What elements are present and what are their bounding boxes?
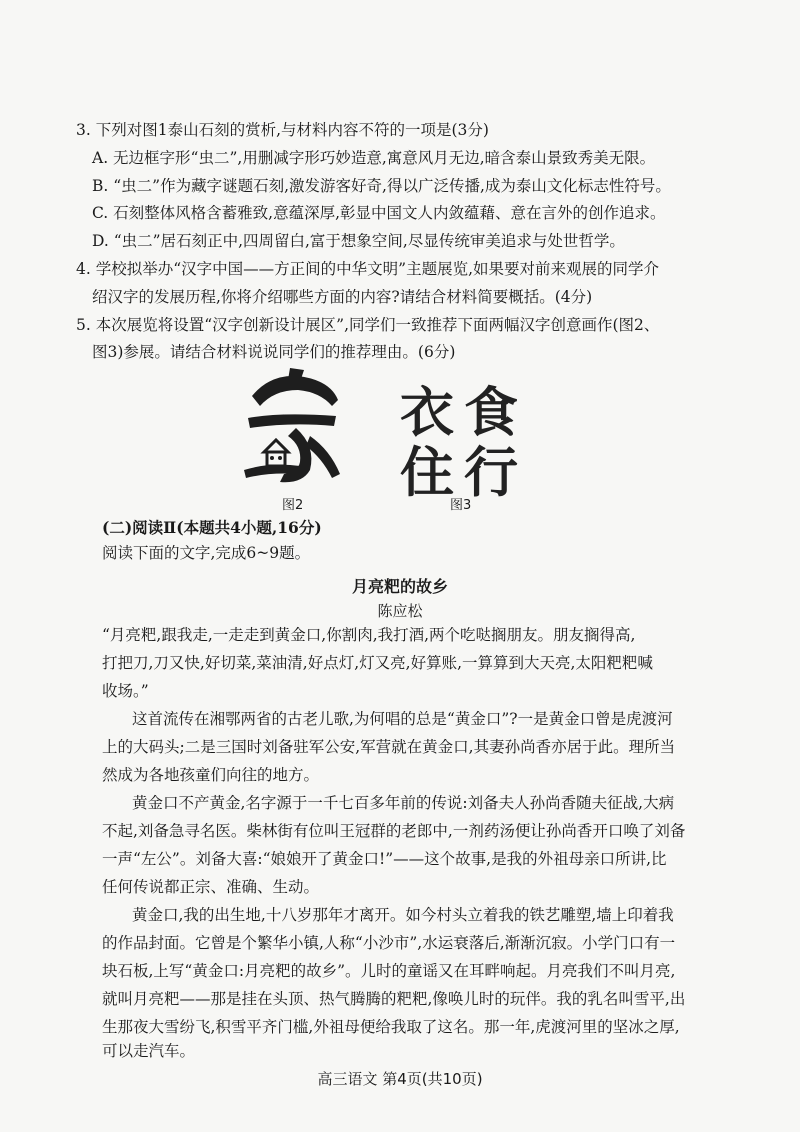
figure-2-family-calligraphy xyxy=(240,366,350,490)
figure-3-char-4: 行 xyxy=(464,441,518,504)
figure-3-char-3: 住 xyxy=(400,441,454,504)
story-line: 上的大码头;二是三国时刘备驻军公安,军营就在黄金口,其妻孙尚香亦居于此。理所当 xyxy=(102,738,676,756)
story-line: “月亮粑,跟我走,一走走到黄金口,你割肉,我打酒,两个吃哒搁朋友。朋友搁得高, xyxy=(102,626,636,644)
figure-3-char-1: 衣 xyxy=(400,381,454,444)
figure-3-char-2: 食 xyxy=(464,381,518,444)
story-line: 黄金口,我的出生地,十八岁那年才离开。如今村头立着我的铁艺雕塑,墙上印着我 xyxy=(132,906,674,924)
story-title: 月亮粑的故乡 xyxy=(351,577,448,596)
story-line: 不起,刘备急寻名医。柴林街有位叫王冠群的老郎中,一剂药汤便让孙尚香开口唤了刘备 xyxy=(102,822,686,840)
figure-3-caption: 图3 xyxy=(450,498,472,513)
story-line: 生那夜大雪纷飞,积雪平齐门槛,外祖母便给我取了这名。那一年,虎渡河里的坚冰之厚, xyxy=(102,1018,680,1036)
section-heading: (二)阅读Ⅱ(本题共4小题,16分) xyxy=(102,518,322,537)
story-line: 打把刀,刀又快,好切菜,菜油清,好点灯,灯又亮,好算账,一算算到大天亮,太阳粑粑喊 xyxy=(102,654,653,672)
story-line: 然成为各地孩童们向往的地方。 xyxy=(102,766,320,784)
q3-stem: 3. 下列对图1泰山石刻的赏析,与材料内容不符的一项是(3分) xyxy=(76,121,489,139)
story-line: 收场。” xyxy=(102,682,149,700)
story-line: 的作品封面。它曾是个繁华小镇,人称“小沙市”,水运衰落后,渐渐沉寂。小学门口有一 xyxy=(102,934,676,952)
q3-option-b: B. “虫二”作为藏字谜题石刻,激发游客好奇,得以广泛传播,成为泰山文化标志性符号。 xyxy=(92,177,671,195)
story-line: 就叫月亮粑——那是挂在头顶、热气腾腾的粑粑,像唤儿时的玩伴。我的乳名叫雪平,出 xyxy=(102,990,686,1008)
story-line: 块石板,上写“黄金口:月亮粑的故乡”。儿时的童谣又在耳畔响起。月亮我们不叫月亮, xyxy=(102,962,676,980)
story-line: 任何传说都正宗、准确、生动。 xyxy=(102,878,320,896)
q4-line1: 4. 学校拟举办“汉字中国——方正间的中华文明”主题展览,如果要对前来观展的同学介 xyxy=(76,260,659,278)
story-author: 陈应松 xyxy=(377,602,423,620)
q3-option-c: C. 石刻整体风格含蓄雅致,意蕴深厚,彰显中国文人内敛蕴藉、意在言外的创作追求。 xyxy=(92,204,666,222)
figure-2-caption: 图2 xyxy=(282,498,304,513)
story-line: 黄金口不产黄金,名字源于一千七百多年前的传说:刘备夫人孙尚香随夫征战,大病 xyxy=(132,794,675,812)
house-family-icon xyxy=(240,366,350,490)
story-line: 这首流传在湘鄂两省的古老儿歌,为何唱的总是“黄金口”?一是黄金口曾是虎渡河 xyxy=(132,710,673,728)
section-instruction: 阅读下面的文字,完成6~9题。 xyxy=(102,544,311,562)
story-line: 可以走汽车。 xyxy=(102,1042,196,1060)
q5-line1: 5. 本次展览将设置“汉字创新设计展区”,同学们一致推荐下面两幅汉字创意画作(图2、 xyxy=(76,316,660,334)
story-line: 一声“左公”。刘备大喜:“娘娘开了黄金口!”——这个故事,是我的外祖母亲口所讲,比 xyxy=(102,850,667,868)
q3-option-a: A. 无边框字形“虫二”,用删减字形巧妙造意,寓意风月无边,暗含泰山景致秀美无限。 xyxy=(92,149,656,167)
figure-3-chars xyxy=(400,370,530,504)
q4-line2: 绍汉字的发展历程,你将介绍哪些方面的内容?请结合材料简要概括。(4分) xyxy=(92,288,593,306)
page-footer: 高三语文 第4页(共10页) xyxy=(317,1070,483,1088)
q3-option-d: D. “虫二”居石刻正中,四周留白,富于想象空间,尽显传统审美追求与处世哲学。 xyxy=(92,232,625,250)
q5-line2: 图3)参展。请结合材料说说同学们的推荐理由。(6分) xyxy=(92,343,456,361)
